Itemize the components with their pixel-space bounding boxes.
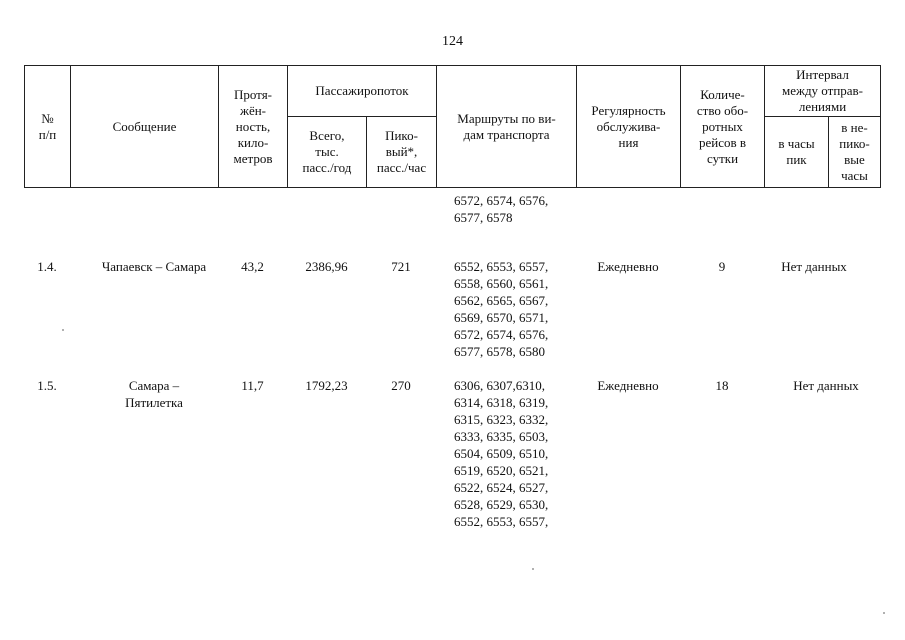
- row-regularity: Ежедневно: [597, 259, 659, 274]
- header-peak: Пико- вый*, пасс./час: [367, 117, 437, 188]
- row-trips: 9: [718, 259, 726, 274]
- header-interval: Интервал между отправ- лениями: [765, 66, 881, 117]
- row-total: 1792,23: [305, 378, 348, 393]
- scan-speck: [883, 612, 885, 614]
- row-peak: 721: [391, 259, 411, 274]
- header-trips: Количе- ство обо- ротных рейсов в сутки: [681, 66, 765, 188]
- row-regularity: Ежедневно: [597, 378, 659, 393]
- header-passenger-flow: Пассажиропоток: [288, 66, 437, 117]
- table-header: [24, 65, 881, 188]
- page-number: 124: [442, 34, 463, 49]
- row-connection: Самара – Пятилетка: [125, 378, 183, 410]
- header-length: Протя- жён- ность, кило- метров: [219, 66, 288, 188]
- header-regularity: Регулярность обслужива- ния: [577, 66, 681, 188]
- row-trips: 18: [715, 378, 729, 393]
- row-length: 43,2: [241, 259, 264, 274]
- row-peak: 270: [391, 378, 411, 393]
- row-connection: Чапаевск – Самара: [101, 259, 207, 274]
- row-num: 1.5.: [37, 378, 57, 393]
- row-interval: Нет данных: [781, 259, 847, 274]
- header-interval-offpeak: в не- пико- вые часы: [829, 117, 881, 188]
- scan-speck: [62, 329, 64, 331]
- header-interval-peak: в часы пик: [765, 117, 829, 188]
- header-num: № п/п: [25, 66, 71, 188]
- row-length: 11,7: [241, 378, 264, 393]
- row-routes: 6306, 6307,6310, 6314, 6318, 6319, 6315, 6323, 6332, 6333, 6335, 6503, 6504, 6509, 6510, 6519, 6520, 6521, 6522, 6524, 6527, 6528, 6529, 6530, 6552, 6553, 6557,: [454, 378, 549, 529]
- row-total: 2386,96: [305, 259, 348, 274]
- row-routes: 6552, 6553, 6557, 6558, 6560, 6561, 6562, 6565, 6567, 6569, 6570, 6571, 6572, 6574, 6576, 6577, 6578, 6580: [454, 259, 549, 359]
- header-routes: Маршруты по ви- дам транспорта: [437, 66, 577, 188]
- row-num: 1.4.: [37, 259, 57, 274]
- scan-speck: [532, 568, 534, 570]
- continuation-routes: 6572, 6574, 6576, 6577, 6578: [454, 193, 549, 225]
- row-interval: Нет данных: [793, 378, 859, 393]
- header-connection: Сообщение: [71, 66, 219, 188]
- header-total: Всего, тыс. пасс./год: [288, 117, 367, 188]
